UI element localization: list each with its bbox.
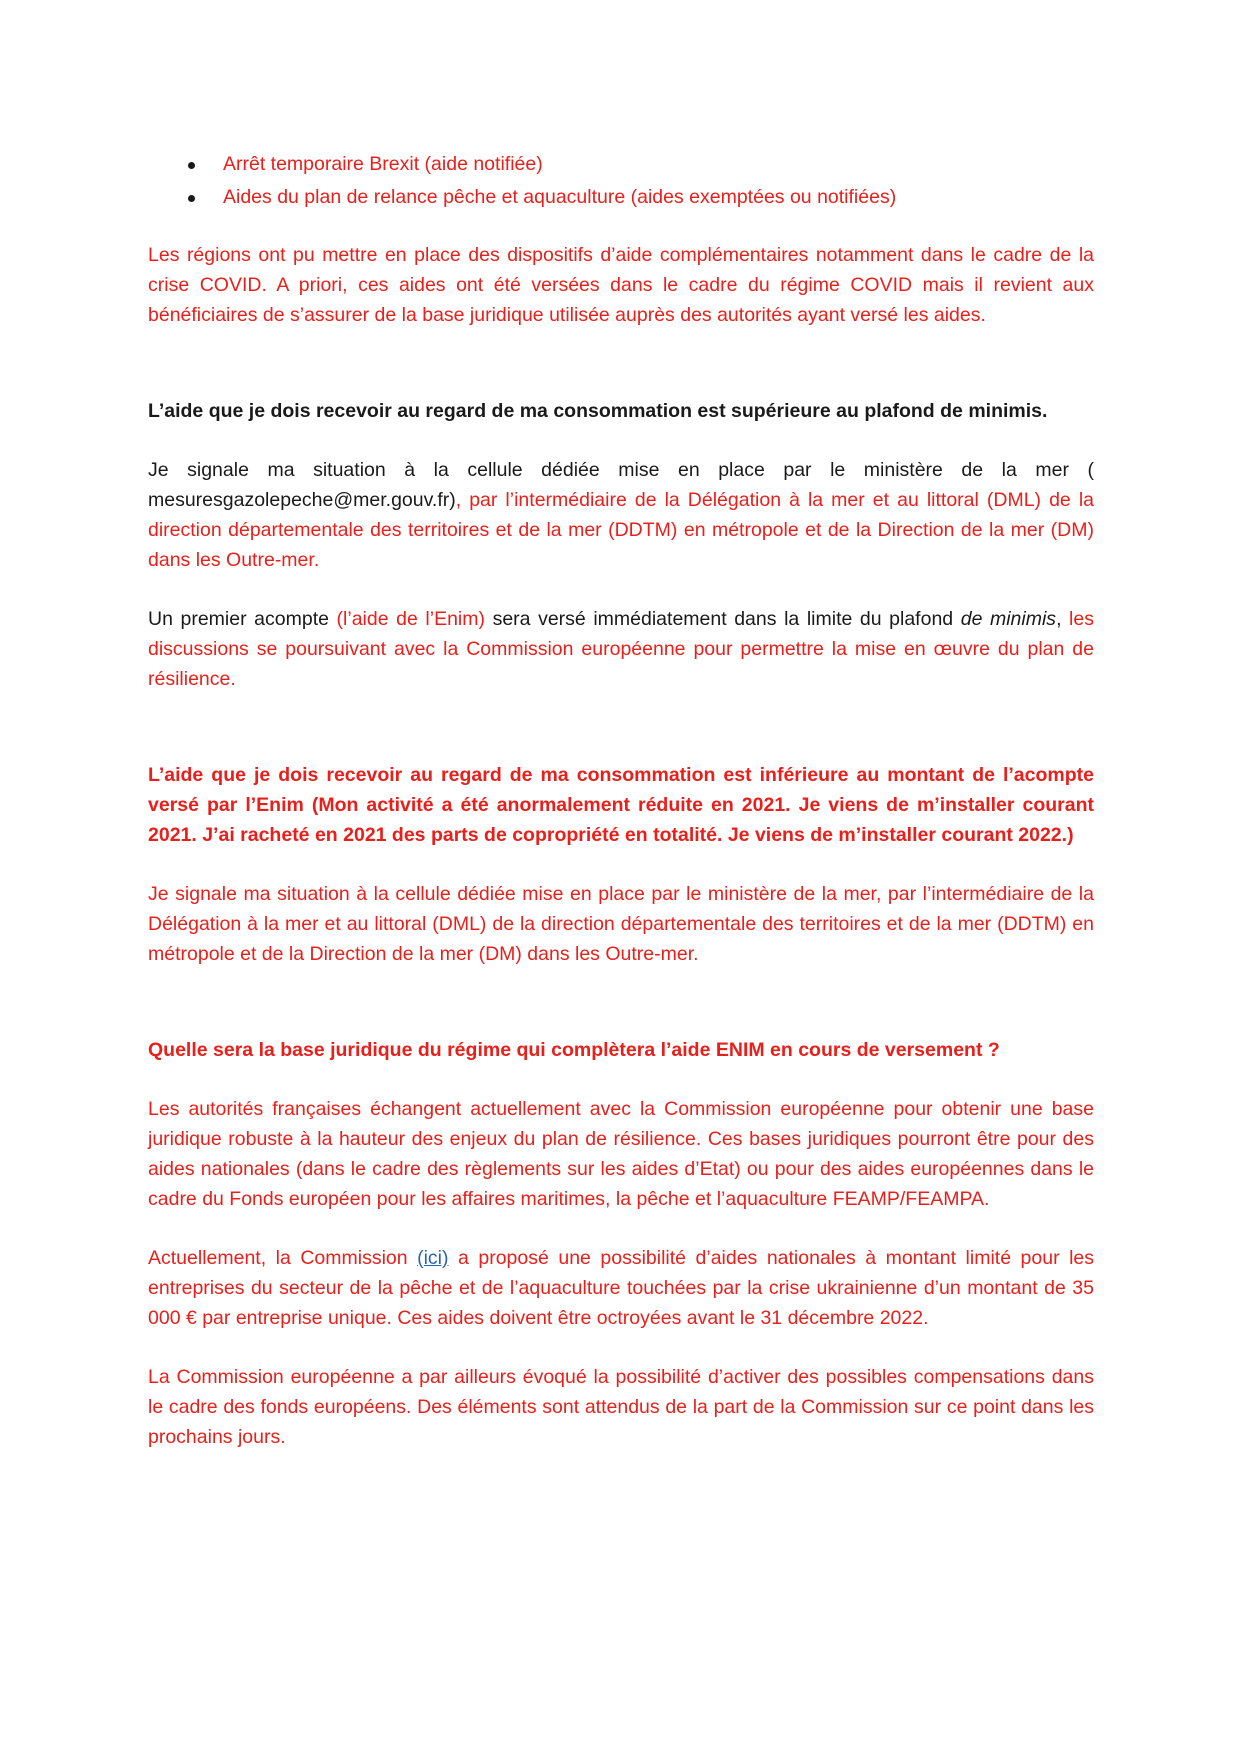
acompte-text-discussions: les discussions se poursuivant avec la Commission européenne pour permettre la mise en œuvre du plan de résilience. — [148, 608, 1094, 690]
heading-aide-inferieure: L’aide que je dois recevoir au regard de ma consommation est inférieure au montant de l’acompte versé par l’Enim (Mon activité a été anormalement réduite en 2021. Je viens de m’installer courant 2021. J’ai racheté en 2021 des parts de copropriété en totalité. Je viens de m’installer courant 2022.) — [148, 764, 1094, 846]
bullet-dot-icon — [188, 195, 195, 202]
ici-link[interactable]: (ici) — [417, 1247, 449, 1269]
actuellement-text-b: a proposé une possibilité d’aides nationales à montant limité pour les entreprises du secteur de la pêche et de l’aquaculture touchées par la crise ukrainienne d’un montant de 35 000 € par entreprise unique. Ces aides doivent être octroyées avant le 31 décembre 2022. — [148, 1247, 1095, 1329]
bullet-text: Arrêt temporaire Brexit (aide notifiée) — [223, 153, 543, 175]
paragraph-actuellement — [148, 1243, 1094, 1333]
bullet-list — [148, 148, 1094, 214]
signale-text-black: Je signale ma situation à la cellule dédiée mise en place par le ministère de la mer ( mesuresgazolepeche@mer.gouv.fr) — [148, 459, 1094, 511]
bullet-text: Aides du plan de relance pêche et aquaculture (aides exemptées ou notifiées) — [223, 186, 897, 208]
acompte-text-enim: (l’aide de l’Enim) — [336, 608, 485, 630]
bullet-item — [148, 148, 1094, 181]
paragraph-signale-situation — [148, 455, 1094, 575]
acompte-text-comma: , — [1056, 608, 1062, 630]
paragraph-autorites: Les autorités françaises échangent actuellement avec la Commission européenne pour obtenir une base juridique robuste à la hauteur des enjeux du plan de résilience. Ces bases juridiques pourront être pour des aides nationales (dans le cadre des règlements sur les aides d’Etat) ou pour des aides européennes dans le cadre du Fonds européen pour les affaires maritimes, la pêche et l’aquaculture FEAMP/FEAMPA. — [148, 1098, 1094, 1210]
acompte-text-de-minimis: de minimis — [960, 608, 1057, 630]
paragraph-signale-situation-2: Je signale ma situation à la cellule dédiée mise en place par le ministère de la mer, par l’intermédiaire de la Délégation à la mer et au littoral (DML) de la direction départementale des territoires et de la mer (DDTM) en métropole et de la Direction de la mer (DM) dans les Outre-mer. — [148, 883, 1094, 965]
actuellement-text-a: Actuellement, la Commission — [148, 1247, 418, 1269]
bullet-dot-icon — [188, 162, 195, 169]
acompte-text-a: Un premier acompte — [148, 608, 337, 630]
document-page — [148, 148, 1094, 1452]
paragraph-compensations: La Commission européenne a par ailleurs évoqué la possibilité d’activer des possibles compensations dans le cadre des fonds européens. Des éléments sont attendus de la part de la Commission sur ce point dans les prochains jours. — [148, 1366, 1094, 1448]
heading-base-juridique: Quelle sera la base juridique du régime qui complètera l’aide ENIM en cours de versement ? — [148, 1039, 1000, 1061]
paragraph-regions: Les régions ont pu mettre en place des dispositifs d’aide complémentaires notamment dans le cadre de la crise COVID. A priori, ces aides ont été versées dans le cadre du régime COVID mais il revient aux bénéficiaires de s’assurer de la base juridique utilisée auprès des autorités ayant versé les aides. — [148, 244, 1094, 326]
acompte-text-c: sera versé immédiatement dans la limite du plafond — [485, 608, 961, 630]
heading-aide-superieure: L’aide que je dois recevoir au regard de ma consommation est supérieure au plafond de minimis. — [148, 400, 1048, 422]
signale-text-red: , par l’intermédiaire de la Délégation à la mer et au littoral (DML) de la direction départementale des territoires et de la mer (DDTM) en métropole et de la Direction de la mer (DM) dans les Outre-mer. — [148, 489, 1094, 571]
bullet-item — [148, 181, 1094, 214]
paragraph-premier-acompte — [148, 604, 1094, 694]
